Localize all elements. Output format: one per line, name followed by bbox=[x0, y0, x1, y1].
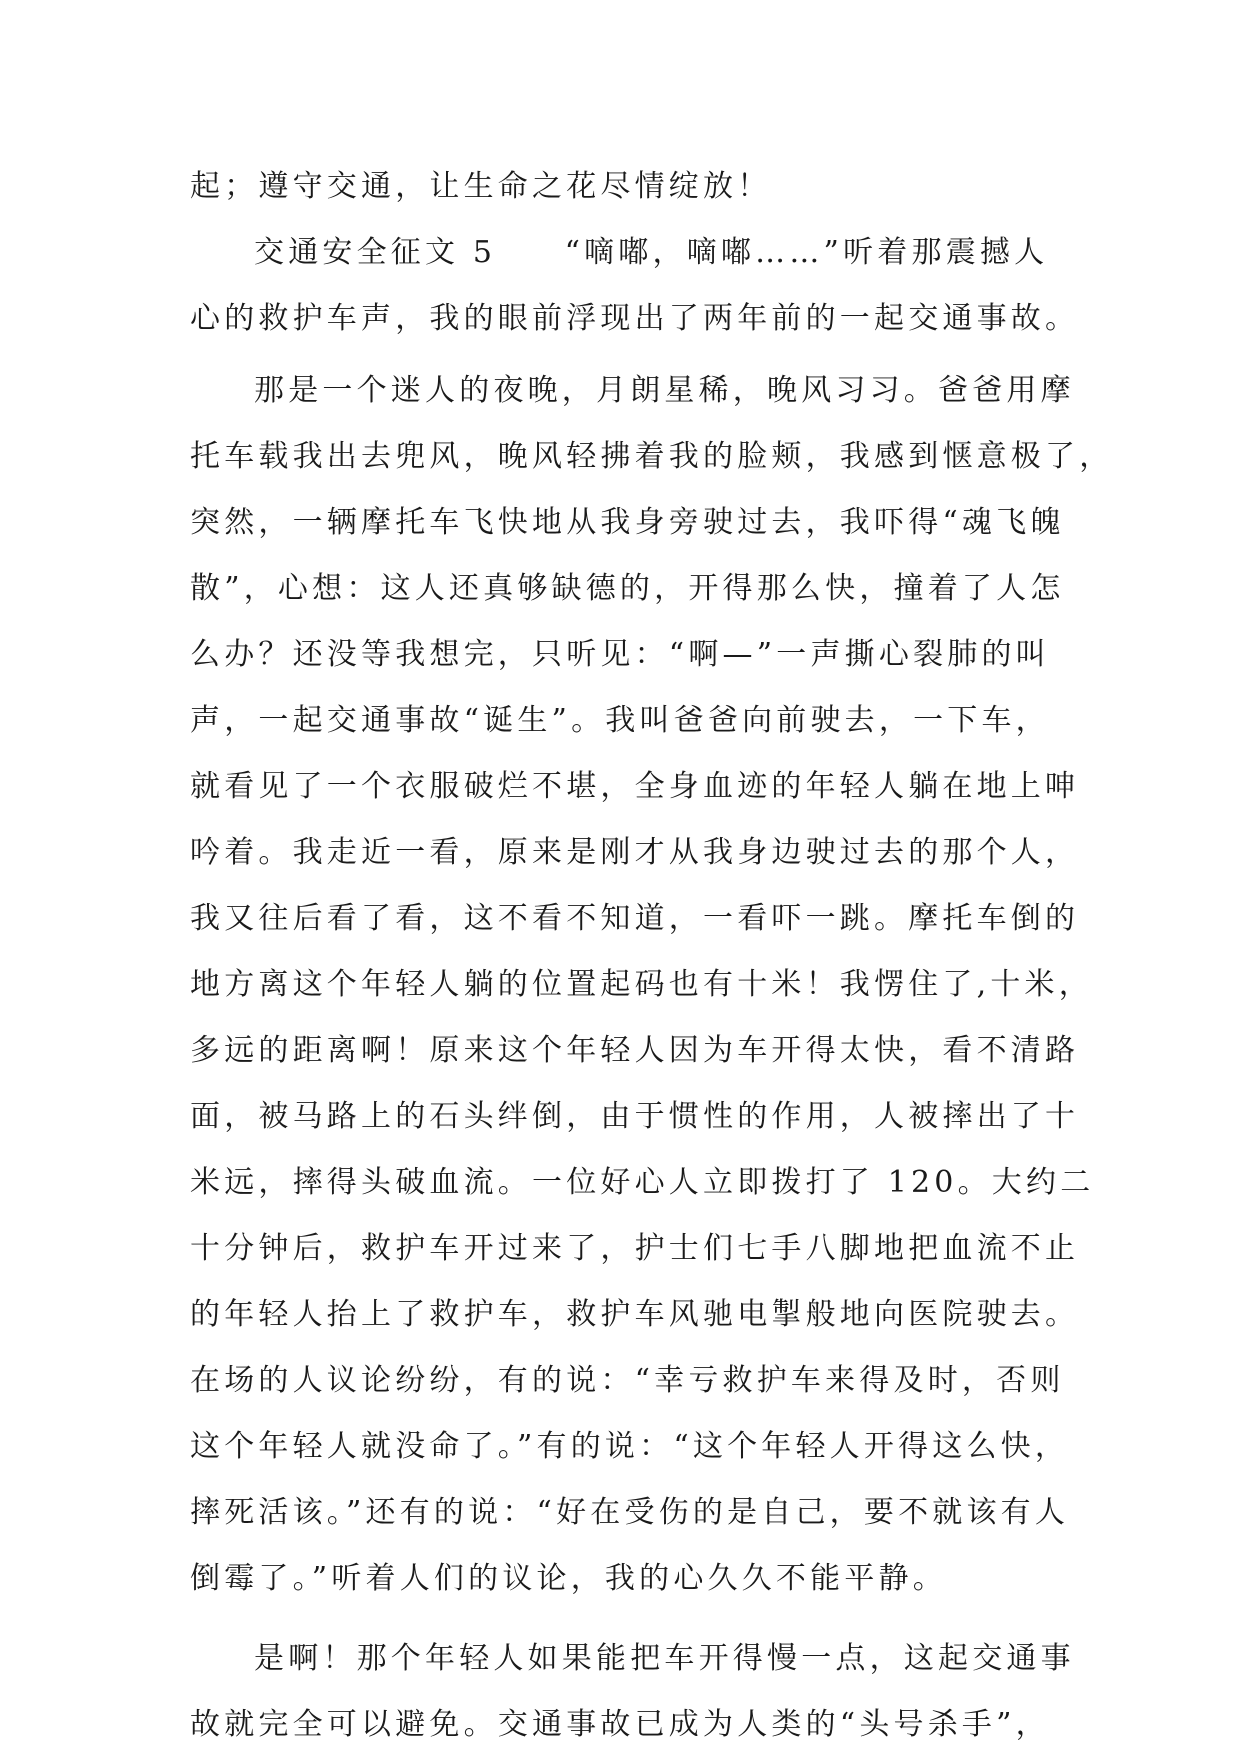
text-line: 面，被马路上的石头绊倒，由于惯性的作用，人被摔出了十 bbox=[190, 1099, 1080, 1134]
text-line: 就看见了一个衣服破烂不堪，全身血迹的年轻人躺在地上呻 bbox=[190, 769, 1080, 804]
text-line: 在场的人议论纷纷，有的说：“幸亏救护车来得及时，否则 bbox=[190, 1363, 1065, 1398]
text-line: 多远的距离啊！原来这个年轻人因为车开得太快，看不清路 bbox=[190, 1033, 1080, 1068]
text-line: 米远，摔得头破血流。一位好心人立即拨打了 120。大约二 bbox=[190, 1165, 1095, 1200]
text-line: 心的救护车声，我的眼前浮现出了两年前的一起交通事故。 bbox=[190, 301, 1080, 336]
text-line: 倒霉了。”听着人们的议论，我的心久久不能平静。 bbox=[190, 1561, 947, 1596]
text-line: 故就完全可以避免。交通事故已成为人类的“头号杀手”， bbox=[190, 1707, 1050, 1742]
text-line: 十分钟后，救护车开过来了，护士们七手八脚地把血流不止 bbox=[190, 1231, 1080, 1266]
text-line: 么办？还没等我想完，只听见：“啊—”一声撕心裂肺的叫 bbox=[190, 637, 1050, 672]
text-line: 地方离这个年轻人躺的位置起码也有十米！我愣住了,十米， bbox=[190, 967, 1093, 1002]
essay-body bbox=[190, 154, 1114, 1758]
text-line: 托车载我出去兜风，晚风轻拂着我的脸颊，我感到惬意极了， bbox=[190, 439, 1114, 474]
paragraph-start-line: 那是一个迷人的夜晚，月朗星稀，晚风习习。爸爸用摩 bbox=[254, 373, 1075, 408]
essay-heading-line: 交通安全征文 5 “嘀嘟，嘀嘟……”听着那震撼人 bbox=[254, 235, 1049, 270]
text-line: 的年轻人抬上了救护车，救护车风驰电掣般地向医院驶去。 bbox=[190, 1297, 1080, 1332]
text-line: 吟着。我走近一看，原来是刚才从我身边驶过去的那个人， bbox=[190, 835, 1080, 870]
text-line: 摔死活该。”还有的说：“好在受伤的是自己，要不就该有人 bbox=[190, 1495, 1070, 1530]
text-line: 声，一起交通事故“诞生”。我叫爸爸向前驶去，一下车， bbox=[190, 703, 1050, 738]
text-line: 这个年轻人就没命了。”有的说：“这个年轻人开得这么快， bbox=[190, 1429, 1070, 1464]
text-line: 散”，心想：这人还真够缺德的，开得那么快，撞着了人怎 bbox=[190, 571, 1065, 606]
text-line: 起；遵守交通，让生命之花尽情绽放！ bbox=[190, 169, 772, 204]
text-line: 突然，一辆摩托车飞快地从我身旁驶过去，我吓得“魂飞魄 bbox=[190, 505, 1065, 540]
paragraph-start-line: 是啊！那个年轻人如果能把车开得慢一点，这起交通事 bbox=[254, 1641, 1075, 1676]
text-line: 我又往后看了看，这不看不知道，一看吓一跳。摩托车倒的 bbox=[190, 901, 1080, 936]
